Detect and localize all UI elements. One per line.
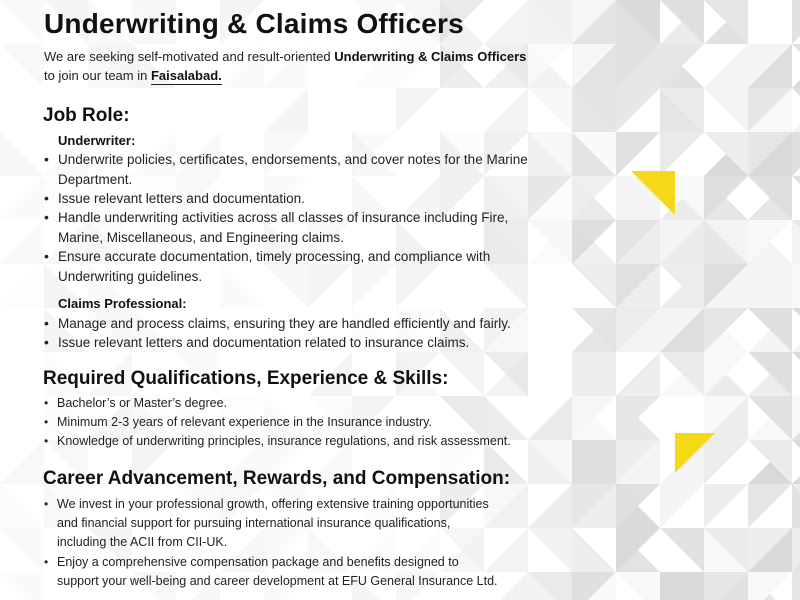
list-item: • Handle underwriting activities across all classes of insurance including Fire, Marine, Miscellaneous, and Engineering claims. <box>44 209 509 245</box>
bullet: • <box>44 434 49 448</box>
bullet: • <box>44 334 49 350</box>
bullet: • <box>44 415 49 429</box>
list-item: • Enjoy a comprehensive compensation package and benefits designed to support your well-being and career development at EFU General Insurance Ltd. <box>44 555 498 588</box>
list-item: • Underwrite policies, certificates, endorsements, and cover notes for the Marine Department. <box>44 151 528 187</box>
bullet: • <box>44 315 49 331</box>
bullet: • <box>44 396 49 410</box>
list-item: • Ensure accurate documentation, timely processing, and compliance with Underwriting guidelines. <box>44 248 491 284</box>
intro-paragraph <box>44 47 526 85</box>
intro-line-1 <box>44 47 526 66</box>
subheading-claims-professional: Claims Professional: <box>58 296 187 311</box>
section-heading-qualifications: Required Qualifications, Experience & Skills: <box>43 368 449 389</box>
list-item: • Manage and process claims, ensuring they are handled efficiently and fairly. <box>44 314 564 334</box>
intro-text: We are seeking self-motivated and result-oriented <box>44 49 335 64</box>
bullet: • <box>44 151 49 167</box>
bullet: • <box>44 209 49 225</box>
intro-line-2 <box>44 66 526 85</box>
section-heading-career: Career Advancement, Rewards, and Compensation: <box>43 468 511 489</box>
bullet: • <box>44 497 49 511</box>
list-item: • Issue relevant letters and documentation related to insurance claims. <box>44 333 564 353</box>
bullet: • <box>44 190 49 206</box>
location-city: Faisalabad. <box>150 68 222 83</box>
list-item: • We invest in your professional growth, offering extensive training opportunities and financial support for pursuing international insurance qualifications, including the ACII from CII-UK. <box>44 497 489 549</box>
list-item: • Knowledge of underwriting principles, insurance regulations, and risk assessment. <box>44 432 564 451</box>
list-item: • Bachelor’s or Master’s degree. <box>44 394 564 413</box>
list-item: • Issue relevant letters and documentation. <box>44 189 564 209</box>
list-item: • Minimum 2-3 years of relevant experience in the Insurance industry. <box>44 413 564 432</box>
subheading-underwriter: Underwriter: <box>58 133 136 148</box>
section-heading-job-role: Job Role: <box>43 105 130 126</box>
bullet: • <box>44 555 49 569</box>
page-title: Underwriting & Claims Officers <box>44 8 464 39</box>
bullet: • <box>44 248 49 264</box>
intro-text-2: to join our team in <box>44 68 151 83</box>
intro-position-name: Underwriting & Claims Officers <box>334 49 527 64</box>
